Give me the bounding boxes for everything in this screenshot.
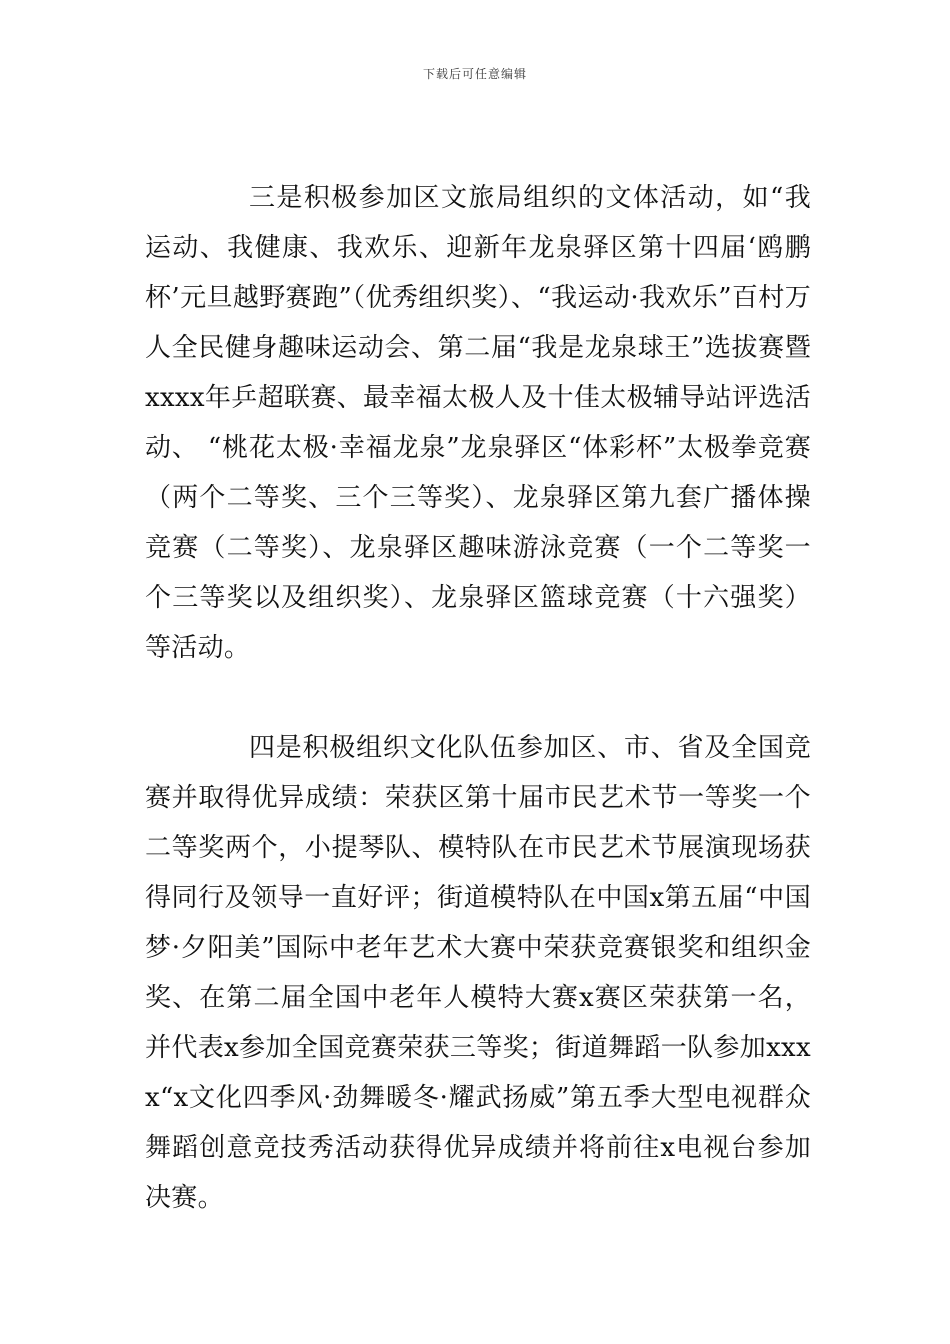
page-header: 下载后可任意编辑 (422, 67, 527, 81)
body-paragraph-four: 四是积极组织文化队伍参加区、市、省及全国竞赛并取得优异成绩：荣获区第十届市民艺术节一等奖一个二等奖两个，小提琴队、模特队在市民艺术节展演现场获得同行及领导一直好评；街道模特队在中国x第五届“中国梦·夕阳美”国际中老年艺术大赛中荣获竞赛银奖和组织金奖、在第二届全国中老年人模特大赛x赛区荣获第一名，并代表x参加全国竞赛荣获三等奖；街道舞蹈一队参加xxxx“x文化四季风·劲舞暖冬·耀武扬威”第五季大型电视群众舞蹈创意竞技秀活动获得优异成绩并将前往x电视台参加决赛。 (145, 733, 811, 1213)
body-paragraph-three: 三是积极参加区文旅局组织的文体活动，如“我运动、我健康、我欢乐、迎新年龙泉驿区第十四届‘鸥鹏杯’元旦越野赛跑”（优秀组织奖）、“我运动·我欢乐”百村万人全民健身趣味运动会、第二届“我是龙泉球王”选拔赛暨xxxx年乒超联赛、最幸福太极人及十佳太极辅导站评选活动、 “桃花太极·幸福龙泉”龙泉驿区“体彩杯”太极拳竞赛（两个二等奖、三个三等奖）、龙泉驿区第九套广播体操竞赛（二等奖）、龙泉驿区趣味游泳竞赛（一个二等奖一个三等奖以及组织奖）、龙泉驿区篮球竞赛（十六强奖）等活动。 (145, 183, 811, 663)
